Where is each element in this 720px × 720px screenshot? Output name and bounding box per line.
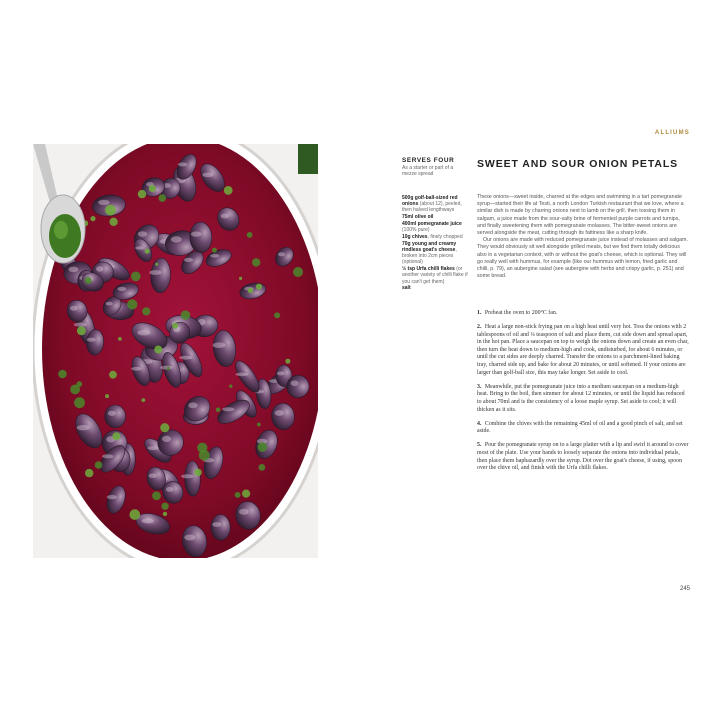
chive-oil-drop [167,367,170,370]
step-text: Meanwhile, put the pomegranate juice into a medium saucepan on a medium-high heat. Bring to the boil, then simmer for about 12 minutes, or until the liquid has reduced to about 70ml and is the consistency of a loose maple syrup. Set aside to cool; it will thicken as it sits. [477,383,685,413]
chive-oil-drop [259,464,266,471]
step-number: 1. [477,310,482,316]
dish-photo [33,144,318,558]
section-tag: ALLIUMS [654,130,690,136]
ingredient-main: 70g young and creamy rindless goat's cheese [402,240,457,253]
step-number: 5. [477,442,482,449]
onion-petal [104,405,126,429]
chive-oil-drop [70,385,80,395]
chive-oil-drop [194,469,201,476]
chive-oil-drop [274,312,280,318]
ingredient-item [402,195,470,214]
step-text: Pour the pomegranate syrup on to a large platter with a lip and swirl it around to cover most of the plate. Use your hands to loosely separate the onions into individual petals, then place them haphazardly over the syrup. Dot over the goat's cheese, if using, spoon over the chive oil, and finish with the Urfa chilli flakes. [477,442,689,472]
chive-oil-drop [105,394,109,398]
ingredient-list [402,195,470,292]
ingredient-note: (or another variety of chilli flake if you can't get them) [402,266,468,285]
chive-oil-drop [163,512,167,516]
herb-corner [298,144,318,174]
ingredient-note: (about 12), peeled, then halved lengthways [402,201,462,214]
chive-oil-drop [258,442,268,452]
ingredient-main: salt [402,285,411,292]
step-text: Heat a large non-stick frying pan on a high heat until very hot. Toss the onions with 2 tablespoons of oil and ¼ teaspoon of salt and place them, cut side down and spread apart, in the hot pan. Place a saucepan on top to weigh the onions down and create an even char, then turn the heat down to medium-high and cook, undisturbed, for about 6 minutes, or until the cut sides are deeply charred. Transfer the onions to a parchment-lined baking tray, charred side up, and bake for about 20 minutes, or until softened. If your onions are larger than golf-ball size, this may take longer. Set aside to cool. [477,324,689,376]
ingredient-item [402,221,470,233]
ingredient-item [402,241,470,266]
ingredient-note: , finely chopped [427,234,463,240]
chive-oil-drop [131,272,141,282]
step-number: 4. [477,420,482,427]
chive-oil-drop [242,490,250,498]
chive-oil-drop [152,491,161,500]
step-text: Combine the chives with the remaining 45ml of oil and a good pinch of salt, and set aside. [477,420,683,435]
ingredient-main: 10g chives [402,234,428,240]
chive-oil-drop [248,288,253,293]
method-step [477,421,690,436]
chive-oil-drop [212,248,217,253]
chive-oil-drop [252,258,260,266]
chive-oil-drop [257,423,261,427]
step-number: 3. [477,383,482,390]
chive-oil-drop [197,443,207,453]
chive-oil-drop [58,370,67,379]
recipe-intro [477,194,690,280]
chive-oil-drop [160,423,169,432]
onion-petal [211,514,231,540]
chive-oil-drop [154,346,162,354]
method-step [477,324,690,377]
chive-oil-drop [224,186,233,195]
ingredient-main: 75ml olive oil [402,214,434,221]
method-steps [477,310,690,479]
ingredient-main: 500g golf-ball-sized red onions [402,195,458,208]
ingredient-main: ½ tsp Urfa chilli flakes [402,266,455,273]
chive-oil-drop [130,509,141,520]
ingredient-item [402,266,470,285]
intro-paragraph: Our onions are made with reduced pomegranate juice instead of molasses and salgam. They would obviously sit well alongside grilled meats, but we find them totally delicious also in a vegetarian context, with or without the goat's cheese, which is optional. They will go really well with hummus, for example (like our hummus with lemon, fried garlic and chilli, p. 79), an aubergine salad (see aubergine with herbs and crispy garlic, p. 251) and some bread. [477,237,688,280]
ingredient-note: , broken into 2cm pieces (optional) [402,247,457,266]
serves-title: SERVES FOUR [402,157,455,164]
chive-oil-drop [181,310,190,319]
chive-oil-drop [138,190,146,198]
chive-oil-drop [112,432,120,440]
page-number: 245 [679,586,690,592]
method-step [477,310,690,318]
chive-oil-drop [109,371,117,379]
serves-subtitle: As a starter or part of a mezze spread [402,165,454,178]
chive-oil-drop [74,397,85,408]
chive-oil-drop [285,359,290,364]
serves-block [402,157,468,178]
chive-oil-drop [247,232,253,238]
recipe-title: SWEET AND SOUR ONION PETALS [477,158,679,170]
chive-oil-drop [161,503,168,510]
chive-oil-drop [118,337,122,341]
chive-oil-drop [77,326,86,335]
chive-oil-drop [141,398,145,402]
onion-dish-illustration [33,144,318,558]
chive-oil-drop [109,218,117,226]
chive-oil-drop [229,385,232,388]
chive-oil-drop [90,216,95,221]
chive-oil-drop [127,299,137,309]
chive-oil-drop [293,267,303,277]
step-number: 2. [477,324,482,331]
method-step [477,442,690,472]
method-step [477,384,690,414]
ingredient-main: 400ml pomegranate juice [402,221,462,227]
step-text: Preheat the oven to 200°C fan. [484,310,558,316]
ingredient-note: (100% pure) [402,227,430,234]
chive-oil-drop [85,277,92,284]
chive-oil-drop [239,277,242,280]
chive-oil-drop [149,185,156,192]
chive-oil-drop [216,407,221,412]
chive-oil-drop [159,194,167,202]
chive-oil-drop [155,263,158,266]
chive-oil-drop [95,461,103,469]
chive-oil-drop [172,323,178,329]
ingredient-item [402,214,470,220]
ingredient-item [402,234,470,240]
chive-oil-drop [85,469,93,477]
chive-oil-drop [145,249,150,254]
intro-paragraph: These onions—sweet inside, charred at the edges and swimming in a tart pomegranate syrup—started their life at Testi, a north London Turkish restaurant that we love, where a similar dish is made by charring onions next to lamb on the grill, then tossing them in salgam, a juice made from the sour-salty brine of fermented purple carrots and turnips, and finally sweetening them with pomegranate molasses. The bitter-sweet onions are served alongside the meat, cutting through its fattiness like a sharp knife. [477,194,684,237]
ingredient-item [402,285,470,291]
chive-oil-drop [142,307,150,315]
chive-oil-drop [235,492,241,498]
chive-oil-drop [105,205,116,216]
chive-oil-drop [256,284,262,290]
